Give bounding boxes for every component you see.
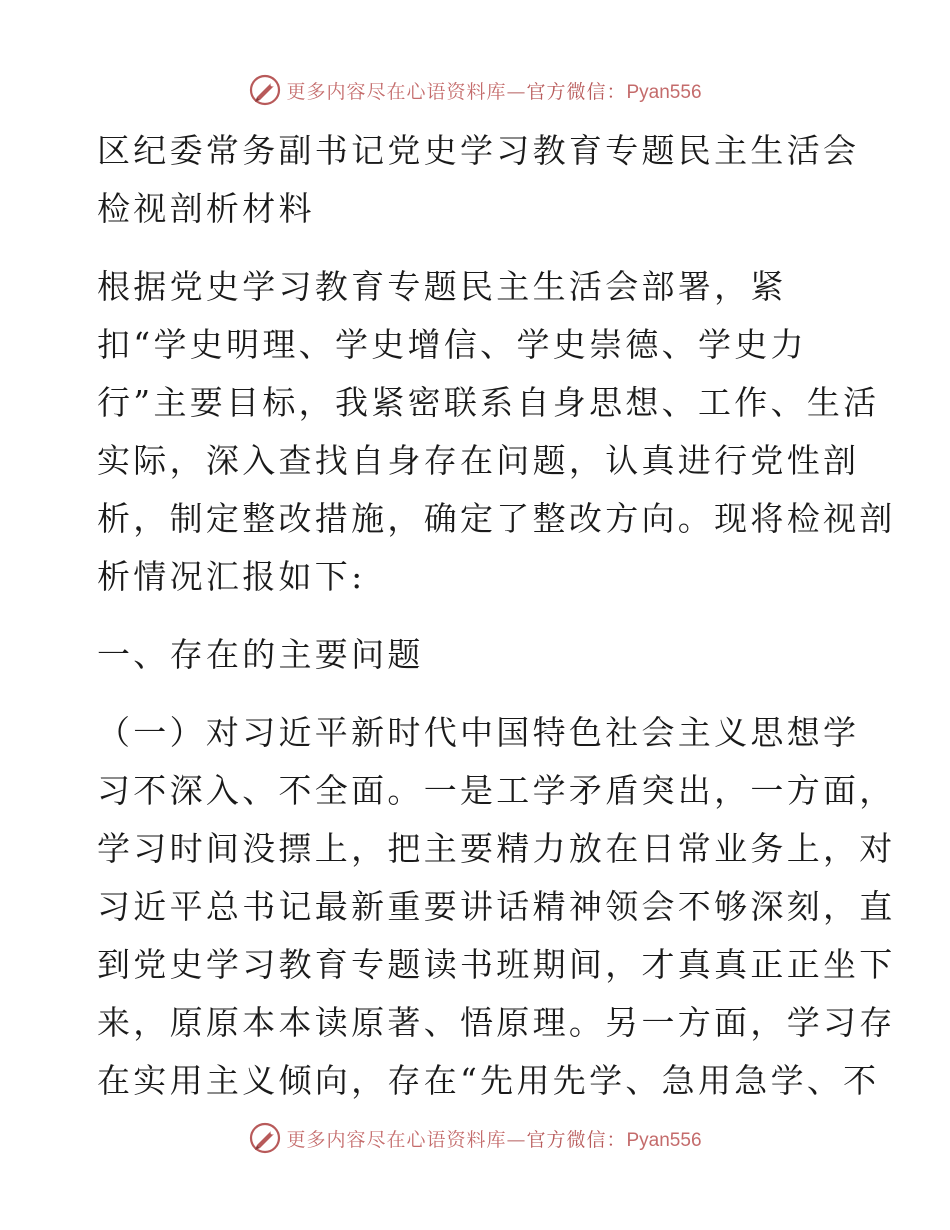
intro-line-5: 析，制定整改措施，确定了整改方向。现将检视剖 bbox=[97, 499, 896, 538]
item1-line-5: 到党史学习教育专题读书班期间，才真真正正坐下 bbox=[97, 945, 896, 984]
intro-line-2: 扣“学史明理、学史增信、学史崇德、学史力 bbox=[97, 325, 807, 364]
watermark-contact: 官方微信： bbox=[526, 1128, 627, 1151]
item1-line-3: 学习时间没摽上，把主要精力放在日常业务上，对 bbox=[97, 829, 896, 868]
watermark-id: Pyan556 bbox=[626, 81, 702, 103]
intro-line-4: 实际，深入查找自身存在问题，认真进行党性剖 bbox=[97, 441, 860, 480]
watermark-text bbox=[286, 77, 701, 104]
item1-line-1: （一）对习近平新时代中国特色社会主义思想学 bbox=[97, 713, 860, 752]
pen-circle-logo-icon bbox=[248, 1121, 282, 1155]
item1-line-7: 在实用主义倾向，存在“先用先学、急用急学、不 bbox=[97, 1061, 880, 1100]
watermark-name: 更多内容尽在心语资料库 bbox=[286, 80, 507, 103]
title-line-2: 检视剖析材料 bbox=[97, 189, 315, 228]
footer-watermark bbox=[0, 1118, 950, 1158]
intro-line-3: 行”主要目标，我紧密联系自身思想、工作、生活 bbox=[97, 383, 880, 422]
item1-line-4: 习近平总书记最新重要讲话精神领会不够深刻，直 bbox=[97, 887, 896, 926]
item1-line-6: 来，原原本本读原著、悟原理。另一方面，学习存 bbox=[97, 1003, 896, 1042]
watermark-separator: — bbox=[506, 1128, 527, 1151]
pen-circle-logo-icon bbox=[248, 73, 282, 107]
watermark-id: Pyan556 bbox=[626, 1129, 702, 1151]
item1-line-2: 习不深入、不全面。一是工学矛盾突出，一方面， bbox=[97, 771, 896, 810]
section-heading: 一、存在的主要问题 bbox=[97, 635, 424, 674]
header-watermark bbox=[0, 70, 950, 110]
watermark-contact: 官方微信： bbox=[526, 80, 627, 103]
intro-line-1: 根据党史学习教育专题民主生活会部署，紧 bbox=[97, 267, 787, 306]
watermark-name: 更多内容尽在心语资料库 bbox=[286, 1128, 507, 1151]
title-line-1: 区纪委常务副书记党史学习教育专题民主生活会 bbox=[97, 131, 860, 170]
intro-line-6: 析情况汇报如下: bbox=[97, 557, 366, 596]
watermark-separator: — bbox=[506, 80, 527, 103]
document-body bbox=[97, 122, 896, 1110]
watermark-text bbox=[286, 1125, 701, 1152]
